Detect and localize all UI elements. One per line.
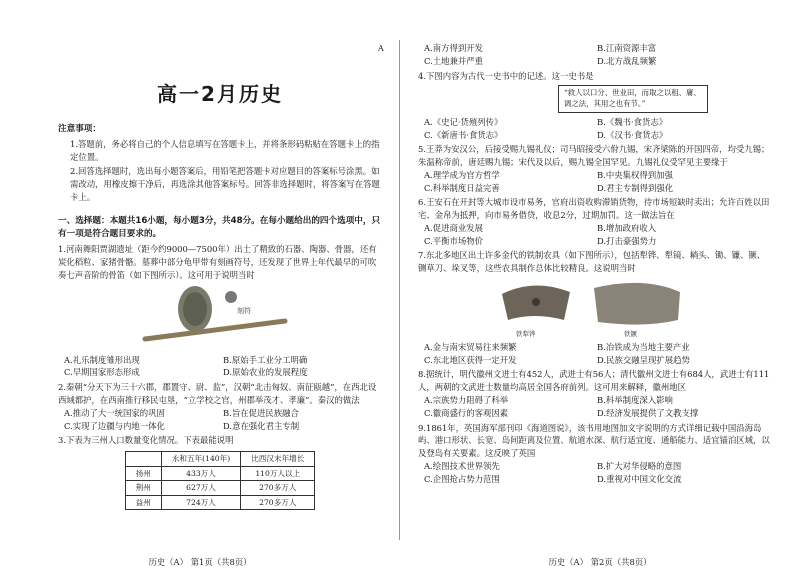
option-a[interactable]: A.礼乐制度雏形出现 xyxy=(64,354,140,365)
section-heading: 一、选择题：本题共16小题，每小题3分，共48分。在每小题给出的四个选项中，只有一项是符合题目要求的。 xyxy=(58,216,381,240)
options xyxy=(418,341,770,367)
option-a[interactable]: A.金与南宋贸易往来频繁 xyxy=(424,341,517,352)
option-b[interactable]: B.扩大对华侵略的意图 xyxy=(597,460,682,471)
option-d[interactable]: D.经济发展提供了文教支撑 xyxy=(597,407,699,418)
options xyxy=(58,407,382,433)
option-d[interactable]: D.君主专制得到强化 xyxy=(597,182,674,193)
figure-caption-plow: 铁犁铧 xyxy=(516,329,536,338)
option-d[interactable]: D.重视对中国文化交流 xyxy=(597,473,682,484)
figure-caption-hoe: 铁镢 xyxy=(624,329,637,338)
question-9 xyxy=(418,422,770,486)
question-6 xyxy=(418,196,770,247)
table-header: 永和五年(140年) xyxy=(161,452,240,467)
option-d[interactable]: D.民族交融呈现扩展趋势 xyxy=(597,354,690,365)
option-a[interactable]: A.理学成为官方哲学 xyxy=(424,169,500,180)
options xyxy=(418,460,770,486)
option-b[interactable]: B.中央集权得到加强 xyxy=(597,169,673,180)
option-d[interactable]: D.北方战乱频繁 xyxy=(597,55,657,66)
question-4 xyxy=(418,70,770,142)
page-title: 高一2月历史 xyxy=(157,82,283,106)
option-c[interactable]: C.科举制度日益完善 xyxy=(424,182,500,193)
table-row xyxy=(125,466,315,481)
options xyxy=(418,169,770,195)
option-b[interactable]: B.原始手工业分工明确 xyxy=(223,354,308,365)
table-row xyxy=(125,481,315,496)
option-a[interactable]: A.推动了大一统国家的巩固 xyxy=(64,407,165,418)
question-1 xyxy=(58,243,382,379)
option-a[interactable]: A.绘图技术世界领先 xyxy=(424,460,500,471)
table-cell: 110万人以上 xyxy=(241,466,315,481)
option-c[interactable]: C.徽商盛行的客观因素 xyxy=(424,407,509,418)
question-stem: 5.王莽为安汉公，后接受赐九锡礼仪；司马昭接受六佾九锡，宋齐梁陈的开国四帝，均受九锡；朱温称帝前，唐廷赐九锡；宋代及以后，赐九锡全国罕见。九锡礼仪受罕见主要缘于 xyxy=(418,144,770,168)
option-c[interactable]: C.东北地区获得一定开发 xyxy=(424,354,517,365)
option-d[interactable]: D.意在强化君主专制 xyxy=(223,420,300,431)
option-b[interactable]: B.《魏书·食货志》 xyxy=(597,116,668,127)
page-footer: 历史（A） 第2页（共8页） xyxy=(548,557,652,568)
option-b[interactable]: B.冶铁成为当地主要产业 xyxy=(597,341,690,352)
notice-item: 1.答题前，务必将自己的个人信息填写在答题卡上，并将条形码粘贴在答题卡上的指定位置。 xyxy=(70,139,380,163)
table-cell: 扬州 xyxy=(125,466,161,481)
option-b[interactable]: B.江南资源丰富 xyxy=(597,43,657,53)
question-5 xyxy=(418,143,770,194)
option-c[interactable]: C.实现了边疆与内地一体化 xyxy=(64,420,165,431)
option-b[interactable]: B.科举制度深入影响 xyxy=(597,395,673,406)
question-7 xyxy=(418,249,770,366)
table-header-row xyxy=(125,452,315,467)
option-a[interactable]: A.促进商业发展 xyxy=(424,222,483,233)
option-b[interactable]: B.增加政府收入 xyxy=(597,222,657,233)
table-cell: 433万人 xyxy=(161,466,240,481)
question-3 xyxy=(58,434,382,510)
table-header: 比西汉末年增长 xyxy=(241,452,315,467)
option-d[interactable]: D.原始农业的发展程度 xyxy=(223,367,308,378)
option-c[interactable]: C.企图抢占势力范围 xyxy=(424,473,500,484)
table-cell: 627万人 xyxy=(161,481,240,496)
table-header xyxy=(125,452,161,467)
options xyxy=(58,354,382,380)
bone-flute-image xyxy=(135,283,305,353)
question-stem: 7.东北多地区出土许多金代的铁制农具（如下图所示），包括犁铧、犁镜、耥头、锄、镰、镢、铡草刀、垛叉等，这些农具制作总体比较精良。这说明当时 xyxy=(418,250,766,274)
population-table xyxy=(125,451,316,510)
table-cell: 270多万人 xyxy=(241,481,315,496)
table-cell: 724万人 xyxy=(161,495,240,510)
question-stem: 3.下表为三州人口数量变化情况。下表最能说明 xyxy=(58,435,234,446)
page-footer: 历史（A） 第1页（共8页） xyxy=(148,557,252,568)
table-row xyxy=(125,495,315,510)
paper-version-label: A xyxy=(378,44,384,53)
option-c[interactable]: C.早期国家形态形成 xyxy=(64,367,140,378)
option-a[interactable]: A.宗族势力阻碍了科举 xyxy=(424,395,509,406)
iron-tools-figure xyxy=(418,275,770,341)
question-8 xyxy=(418,368,770,419)
option-d[interactable]: D.打击豪强势力 xyxy=(597,235,657,246)
page-2 xyxy=(400,0,800,579)
option-c[interactable]: C.土地兼并严重 xyxy=(424,55,484,66)
table-cell: 荆州 xyxy=(125,481,161,496)
notice-item: 2.回答选择题时，选出每小题答案后，用铅笔把答题卡对应题目的答案标号涂黑。如需改动，用橡皮擦干净后，再选涂其他答案标号。回答非选择题时，将答案写在答题卡上。 xyxy=(70,165,380,202)
bone-flute-figure xyxy=(58,282,382,354)
options xyxy=(418,116,770,142)
question-stem: 8.据统计，明代徽州文进士有452人，武进士有56人；清代徽州文进士有684人，武进士有111人，两朝的文武进士数量均高居全国各府前列。这可用来解释，徽州地区 xyxy=(418,369,770,393)
question-stem: 9.1861年，英国海军部刊印《海道图说》，该书用地图加文字说明的方式详细记载中国沿海岛屿、港口形状、长宽、岛间距离及位置、航道水深、航行适宜度、通船能力、适宜锚泊区域，以及登岛有关要素。这反映了英国 xyxy=(418,422,770,459)
question-stem: 4.下图内容为古代一史书中的记述。这一史书是 xyxy=(418,70,594,81)
option-c[interactable]: C.平衡市场物价 xyxy=(424,235,484,246)
figure-caption: 刻符 xyxy=(237,306,251,315)
option-a[interactable]: A.南方得到开发 xyxy=(424,43,483,53)
table-cell: 益州 xyxy=(125,495,161,510)
question-stem: 1.河南舞阳贾湖遗址（距今约9000—7500年）出土了精致的石器、陶器、骨器，还有炭化稻粒、家猪骨骼。墓葬中部分龟甲带有刻画符号，还发现了世界上年代最早的可吹奏七声音阶的骨笛（如下图所示）。这可用于说明当时 xyxy=(58,244,377,280)
q3-options xyxy=(418,42,770,68)
question-stem: 6.王安石在开封等大城市设市易务，官府出资收购滞销货物，待市场短缺时卖出；允许百姓以田宅、金帛为抵押，向市易务借贷，收息2分，过期加罚。这一做法旨在 xyxy=(418,197,770,221)
question-stem: 2.秦朝“分天下为三十六郡，郡置守、尉、监”，汉朝“北击匈奴、南征瓯越”，在西北设西域都护，在西南推行移民屯垦，“立学校之官，州郡举茂才、孝廉”。秦汉的做法 xyxy=(58,382,377,405)
question-2 xyxy=(58,381,382,432)
table-cell: 270多万人 xyxy=(241,495,315,510)
iron-tools-image xyxy=(494,276,694,340)
option-c[interactable]: C.《新唐书·食货志》 xyxy=(424,129,503,140)
option-a[interactable]: A.《史记·货殖列传》 xyxy=(424,116,503,127)
notice-heading: 注意事项： xyxy=(58,124,101,135)
quote-box: “救人以口分、世业田，而取之以租、庸、调之法，其用之也有节。” xyxy=(558,85,708,112)
options xyxy=(418,222,770,248)
option-d[interactable]: D.《汉书·食货志》 xyxy=(597,129,668,140)
options xyxy=(418,394,770,420)
option-b[interactable]: B.旨在促进民族融合 xyxy=(223,407,299,418)
